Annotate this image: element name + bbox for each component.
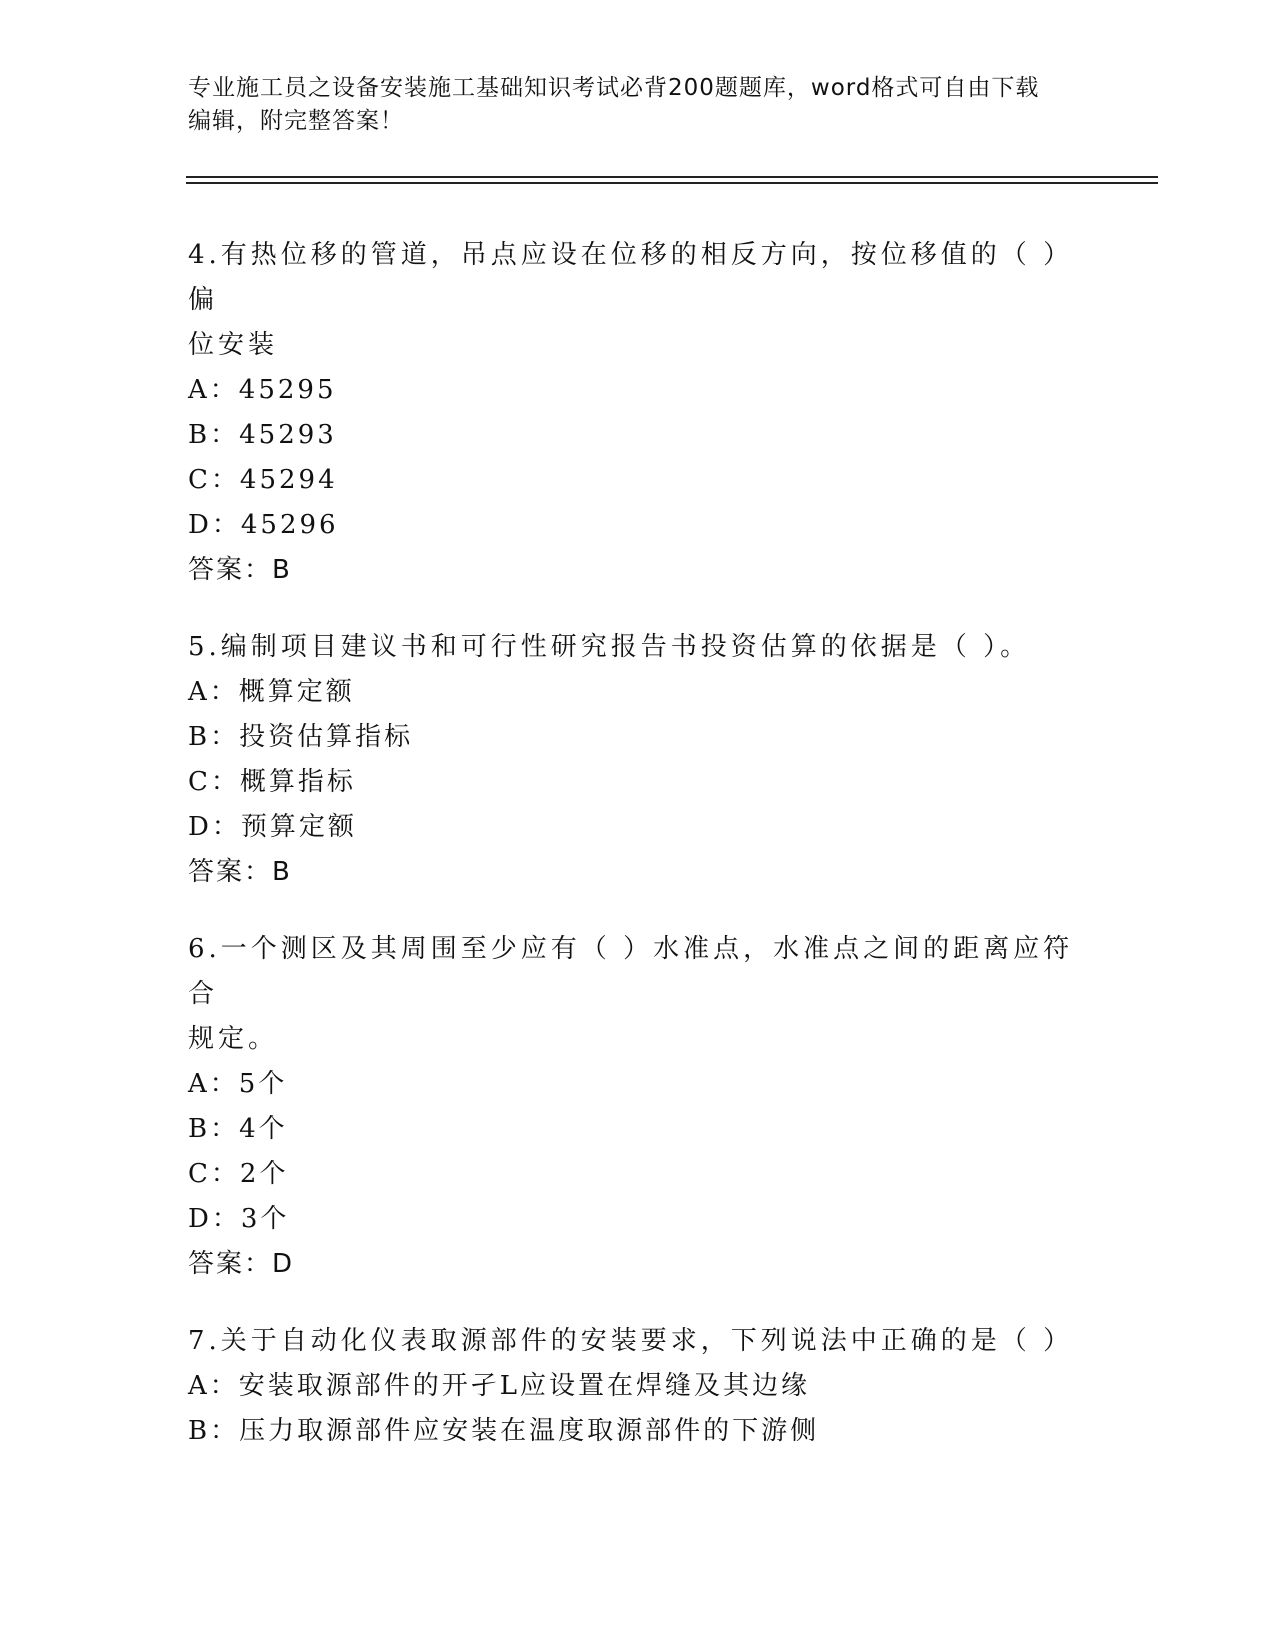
answer-line: 答案：B — [188, 857, 292, 887]
option-text: 投资估算指标 — [239, 722, 414, 752]
option-text: 3个 — [240, 1204, 290, 1234]
question-item — [188, 233, 1088, 593]
option-a — [188, 1062, 1088, 1107]
option-d — [188, 805, 1088, 850]
option-label: B： — [188, 1114, 240, 1144]
option-text: 概算指标 — [239, 767, 356, 797]
option-c — [188, 1152, 1088, 1197]
question-text-line: 6.一个测区及其周围至少应有（ ）水准点，水准点之间的距离应符合 — [188, 934, 1074, 1009]
option-b — [188, 1107, 1088, 1152]
question-item — [188, 1319, 1088, 1454]
option-label: D： — [188, 812, 241, 842]
option-a — [188, 1364, 1088, 1409]
option-b — [188, 1409, 1088, 1454]
question-text-line: 4.有热位移的管道，吊点应设在位移的相反方向，按位移值的（ ）偏 — [188, 240, 1074, 315]
option-d — [188, 503, 1088, 548]
document-header — [188, 72, 1068, 138]
option-label: A： — [188, 1371, 239, 1401]
option-label: B： — [188, 722, 240, 752]
answer-line: 答案：D — [188, 1249, 295, 1279]
header-divider-top — [186, 176, 1158, 178]
option-text: 2个 — [239, 1159, 289, 1189]
option-text: 45293 — [239, 420, 337, 450]
question-text-line: 7.关于自动化仪表取源部件的安装要求，下列说法中正确的是（ ） — [188, 1326, 1074, 1356]
option-text: 45296 — [240, 510, 339, 540]
option-text: 4个 — [239, 1114, 288, 1144]
option-label: C： — [188, 465, 240, 495]
question-text-line: 位安装 — [188, 330, 279, 360]
option-text: 45294 — [239, 465, 338, 495]
option-text: 概算定额 — [238, 677, 355, 707]
answer-line: 答案：B — [188, 555, 292, 585]
question-text-line: 5.编制项目建议书和可行性研究报告书投资估算的依据是（ ）。 — [188, 632, 1031, 662]
option-b — [188, 715, 1088, 760]
option-c — [188, 458, 1088, 503]
option-a — [188, 368, 1088, 413]
option-text: 预算定额 — [240, 812, 357, 842]
header-title-line-2: 编辑，附完整答案！ — [188, 108, 404, 134]
header-title-line-1: 专业施工员之设备安装施工基础知识考试必背200题题库，word格式可自由下载 — [188, 75, 1040, 101]
option-label: C： — [188, 767, 240, 797]
option-label: A： — [188, 1069, 239, 1099]
option-d — [188, 1197, 1088, 1242]
option-label: B： — [188, 1416, 240, 1446]
option-c — [188, 760, 1088, 805]
option-label: B： — [188, 420, 240, 450]
question-list — [188, 233, 1088, 1486]
question-text-line: 规定。 — [188, 1024, 279, 1054]
option-label: A： — [188, 375, 239, 405]
option-text: 压力取源部件应安装在温度取源部件的下游侧 — [239, 1416, 820, 1446]
header-divider-bottom — [186, 182, 1158, 184]
option-text: 安装取源部件的开孑L应设置在焊缝及其边缘 — [238, 1371, 811, 1401]
question-item — [188, 625, 1088, 895]
option-b — [188, 413, 1088, 458]
option-label: D： — [188, 510, 241, 540]
option-text: 45295 — [238, 375, 337, 405]
option-text: 5个 — [238, 1069, 288, 1099]
option-label: A： — [188, 677, 239, 707]
option-label: C： — [188, 1159, 240, 1189]
option-label: D： — [188, 1204, 241, 1234]
option-a — [188, 670, 1088, 715]
question-item — [188, 927, 1088, 1287]
